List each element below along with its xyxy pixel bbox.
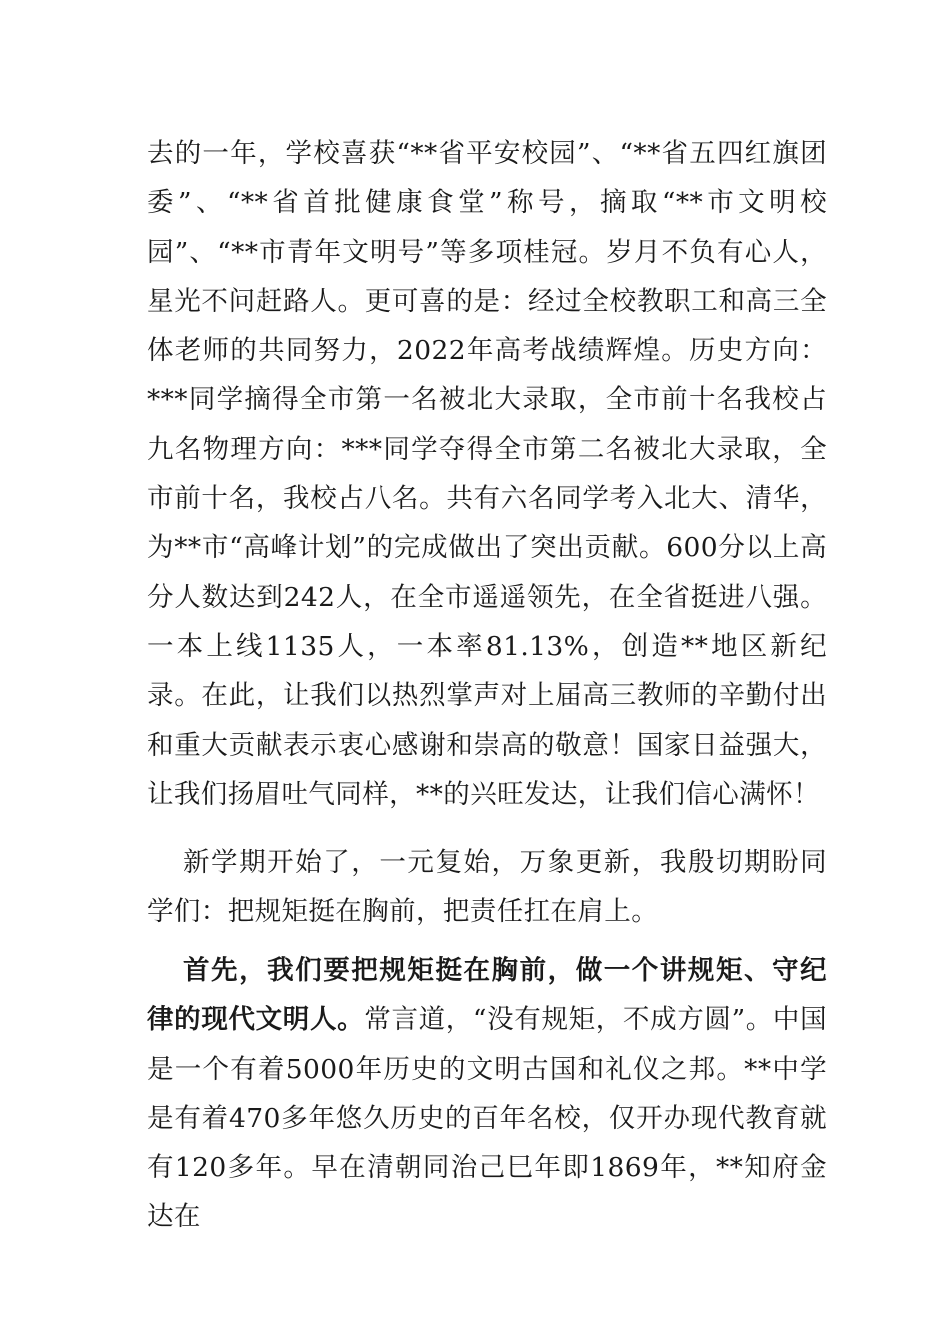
paragraph-new-semester-text: 新学期开始了，一元复始，万象更新，我殷切期盼同学们：把规矩挺在胸前，把责任扛在肩上。: [147, 847, 827, 928]
paragraph-achievements: [147, 129, 827, 819]
paragraph-new-semester: [147, 838, 827, 937]
paragraph-rules: [147, 946, 827, 1242]
paragraph-rules-text: 常言道，“没有规矩，不成方圆”。中国是一个有着5000年历史的文明古国和礼仪之邦。**中学是有着470多年悠久历史的百年名校，仅开办现代教育就有120多年。早在清朝同治己巳年即1869年，**知府金达在: [147, 1004, 827, 1233]
paragraph-achievements-text: 去的一年，学校喜获“**省平安校园”、“**省五四红旗团委”、“**省首批健康食堂”称号，摘取“**市文明校园”、“**市青年文明号”等多项桂冠。岁月不负有心人，星光不问赶路人。更可喜的是：经过全校教职工和高三全体老师的共同努力，2022年高考战绩辉煌。历史方向：***同学摘得全市第一名被北大录取，全市前十名我校占九名物理方向：***同学夺得全市第二名被北大录取，全市前十名，我校占八名。共有六名同学考入北大、清华，为**市“高峰计划”的完成做出了突出贡献。600分以上高分人数达到242人，在全市遥遥领先，在全省挺进八强。一本上线1135人，一本率81.13%，创造**地区新纪录。在此，让我们以热烈掌声对上届高三教师的辛勤付出和重大贡献表示衷心感谢和崇高的敬意！国家日益强大，让我们扬眉吐气同样，**的兴旺发达，让我们信心满怀！: [147, 138, 827, 810]
paragraph-rules-heading: 首先，我们要把规矩挺在胸前，做一个讲规矩、守纪律的现代文明人。: [147, 955, 827, 1036]
